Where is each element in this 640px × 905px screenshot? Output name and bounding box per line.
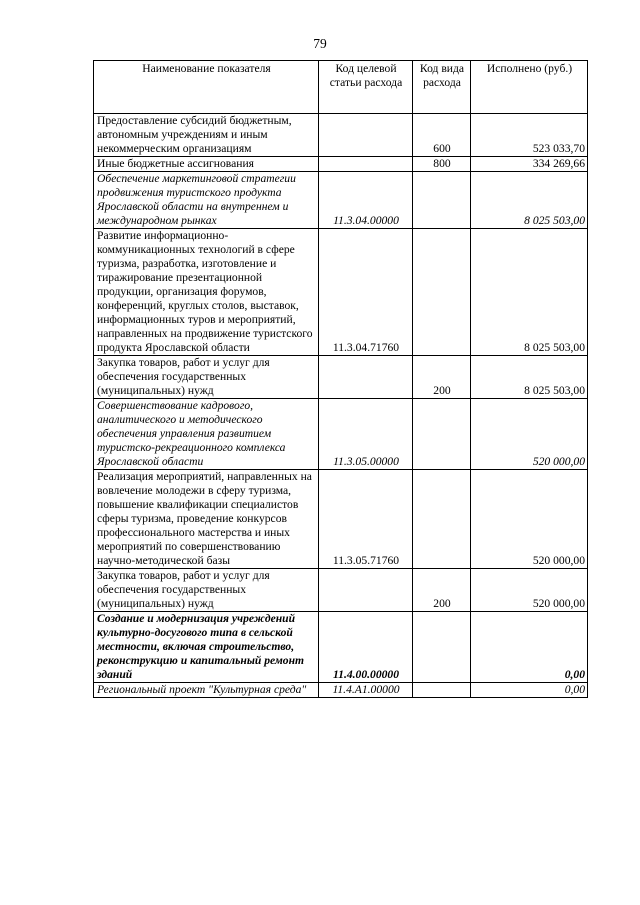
table-body <box>94 114 588 698</box>
cell-executed: 8 025 503,00 <box>471 172 588 229</box>
cell-target-code <box>319 157 413 172</box>
cell-executed: 520 000,00 <box>471 569 588 612</box>
cell-executed: 523 033,70 <box>471 114 588 157</box>
table-row <box>94 569 588 612</box>
table-row <box>94 470 588 569</box>
cell-indicator-name: Иные бюджетные ассигнования <box>94 157 319 172</box>
cell-indicator-name: Реализация мероприятий, направленных на вовлечение молодежи в сферу туризма, повышение квалификации специалистов сферы туризма, проведение конкурсов профессионального мастерства и иных мероприятий по совершенствованию научно-методической базы <box>94 470 319 569</box>
cell-kind-code <box>413 683 471 698</box>
table-row <box>94 683 588 698</box>
table-row <box>94 612 588 683</box>
cell-target-code <box>319 569 413 612</box>
cell-target-code <box>319 356 413 399</box>
table-row <box>94 399 588 470</box>
cell-kind-code <box>413 470 471 569</box>
header-indicator-name: Наименование показателя <box>94 61 319 114</box>
cell-kind-code <box>413 172 471 229</box>
cell-target-code: 11.3.05.00000 <box>319 399 413 470</box>
cell-target-code: 11.4.00.00000 <box>319 612 413 683</box>
cell-executed: 520 000,00 <box>471 470 588 569</box>
cell-indicator-name: Региональный проект "Культурная среда" <box>94 683 319 698</box>
cell-indicator-name: Создание и модернизация учреждений культурно-досугового типа в сельской местности, включая строительство, реконструкцию и капитальный ремонт зданий <box>94 612 319 683</box>
table-row <box>94 172 588 229</box>
table-row <box>94 229 588 356</box>
cell-executed: 0,00 <box>471 683 588 698</box>
cell-indicator-name: Развитие информационно-коммуникационных технологий в сфере туризма, разработка, изготовление и тиражирование презентационной продукции, организация форумов, конференций, круглых столов, выставок, информационных туров и мероприятий, направленных на продвижение туристского продукта Ярославской области <box>94 229 319 356</box>
cell-kind-code: 200 <box>413 356 471 399</box>
header-target-code: Код целевой статьи расхода <box>319 61 413 114</box>
cell-indicator-name: Закупка товаров, работ и услуг для обеспечения государственных (муниципальных) нужд <box>94 356 319 399</box>
cell-indicator-name: Закупка товаров, работ и услуг для обеспечения государственных (муниципальных) нужд <box>94 569 319 612</box>
header-executed: Исполнено (руб.) <box>471 61 588 114</box>
cell-kind-code: 800 <box>413 157 471 172</box>
expenditure-table <box>93 60 588 698</box>
cell-kind-code <box>413 612 471 683</box>
cell-indicator-name: Совершенствование кадрового, аналитического и методического обеспечения управления развитием туристско-рекреационного комплекса Ярославской области <box>94 399 319 470</box>
table-row <box>94 157 588 172</box>
cell-target-code: 11.4.A1.00000 <box>319 683 413 698</box>
cell-indicator-name: Обеспечение маркетинговой стратегии продвижения туристского продукта Ярославской области на внутреннем и международном рынках <box>94 172 319 229</box>
cell-target-code <box>319 114 413 157</box>
cell-executed: 8 025 503,00 <box>471 229 588 356</box>
cell-executed: 8 025 503,00 <box>471 356 588 399</box>
cell-kind-code <box>413 399 471 470</box>
cell-executed: 0,00 <box>471 612 588 683</box>
cell-kind-code: 200 <box>413 569 471 612</box>
cell-kind-code: 600 <box>413 114 471 157</box>
cell-indicator-name: Предоставление субсидий бюджетным, автономным учреждениям и иным некоммерческим организациям <box>94 114 319 157</box>
cell-kind-code <box>413 229 471 356</box>
cell-target-code: 11.3.04.00000 <box>319 172 413 229</box>
cell-executed: 334 269,66 <box>471 157 588 172</box>
table-row <box>94 114 588 157</box>
cell-target-code: 11.3.04.71760 <box>319 229 413 356</box>
header-kind-code: Код вида расхода <box>413 61 471 114</box>
cell-executed: 520 000,00 <box>471 399 588 470</box>
table-header-row <box>94 61 588 114</box>
table-row <box>94 356 588 399</box>
page-number: 79 <box>313 36 327 51</box>
cell-target-code: 11.3.05.71760 <box>319 470 413 569</box>
